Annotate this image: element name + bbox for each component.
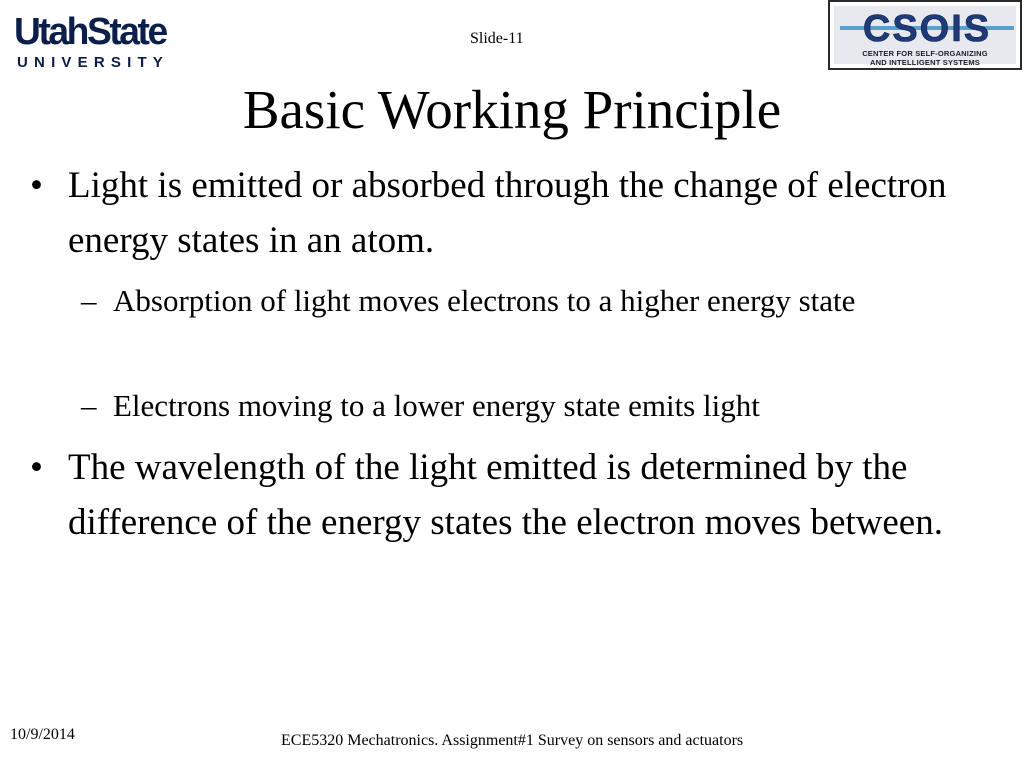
usu-logo-wordmark: UtahState — [14, 11, 166, 53]
csois-logo — [828, 0, 1022, 70]
slide-title: Basic Working Principle — [242, 79, 782, 140]
sub-bullet-point: – Absorption of light moves electrons to a higher energy state — [113, 278, 913, 324]
bullet-point: • Light is emitted or absorbed through the change of electron energy states in an atom. — [68, 158, 998, 268]
csois-tagline-line2: AND INTELLIGENT SYSTEMS — [869, 58, 981, 67]
utah-state-university-logo — [14, 12, 200, 74]
sub-bullet-point: – Electrons moving to a lower energy state emits light — [113, 383, 913, 429]
footer-date: 10/9/2014 — [10, 726, 75, 743]
csois-wordmark — [840, 8, 1014, 48]
csois-logo-background — [834, 6, 1016, 67]
usu-logo-subtitle: UNIVERSITY — [17, 54, 170, 71]
footer-text: ECE5320 Mechatronics. Assignment#1 Survey on sensors and actuators — [281, 732, 744, 749]
csois-word-text: CSOIS — [862, 8, 992, 48]
bullet-point: • The wavelength of the light emitted is determined by the difference of the energy states the electron moves between. — [68, 440, 998, 550]
slide-number: Slide-11 — [470, 30, 524, 47]
csois-tagline-line1: CENTER FOR SELF-ORGANIZING — [862, 49, 988, 58]
